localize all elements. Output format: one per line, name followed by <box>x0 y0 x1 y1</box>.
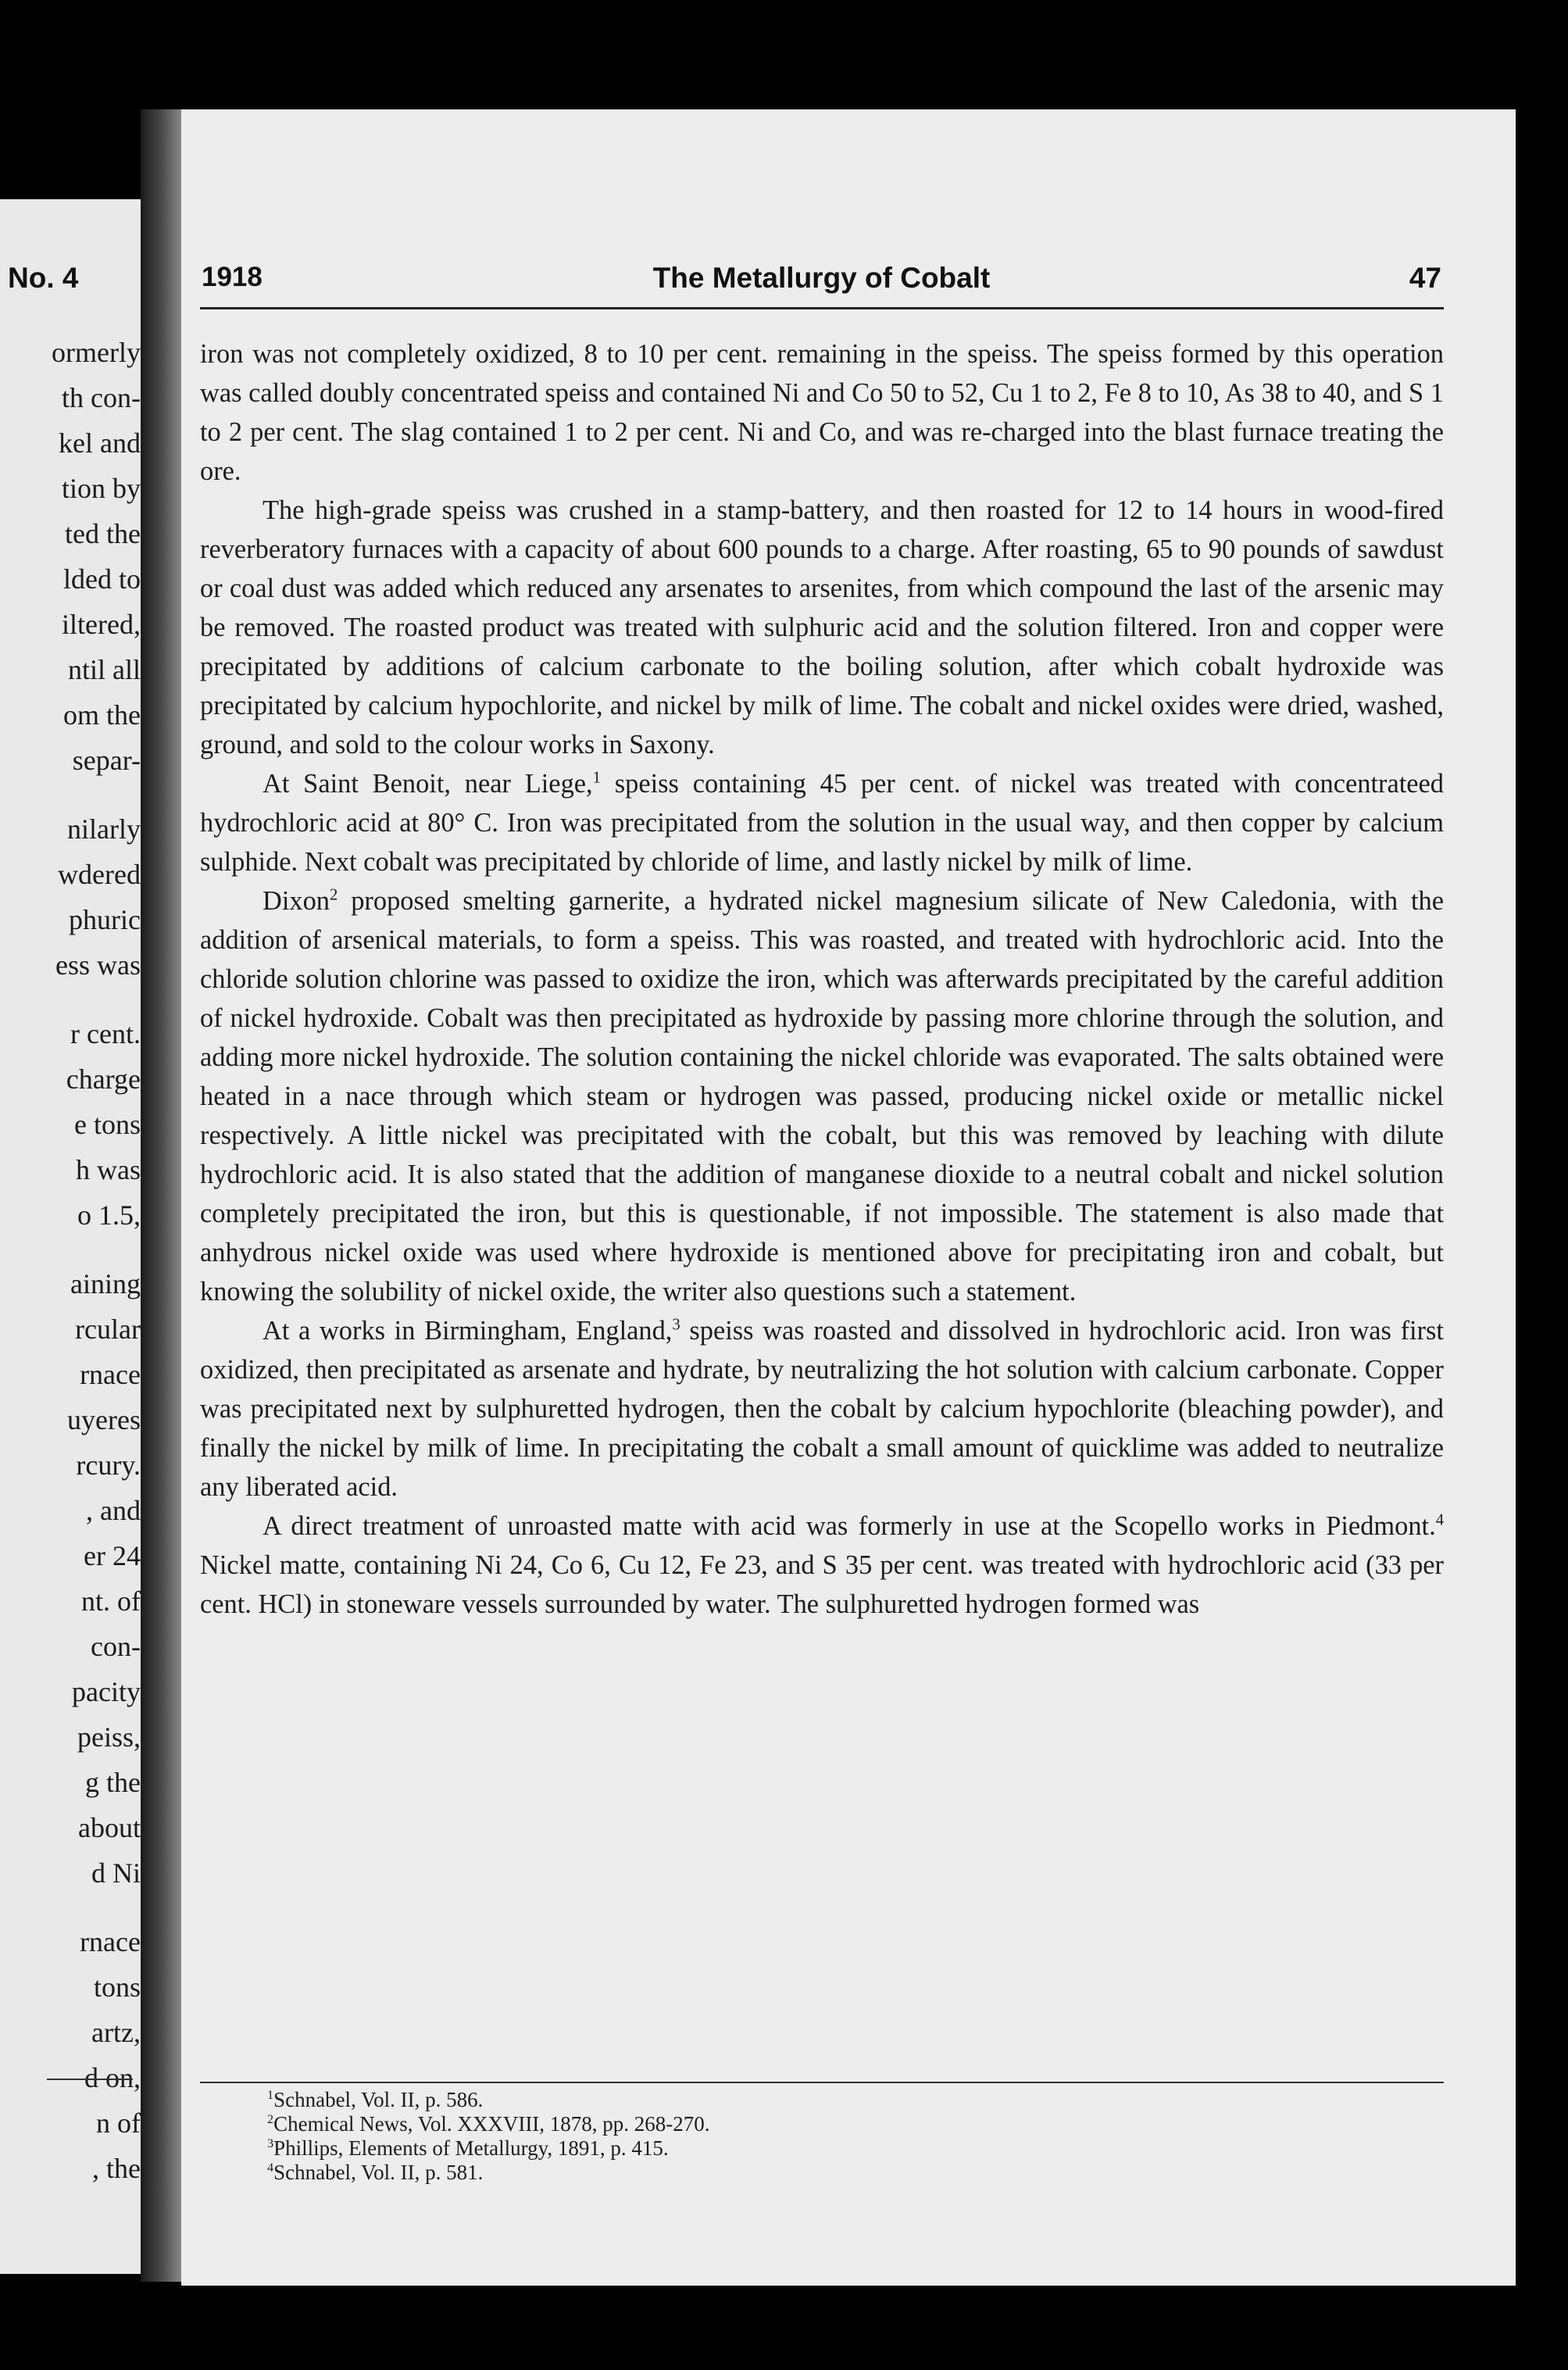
left-page-line: aining <box>70 1268 141 1299</box>
footnote: $^2$Chemical News, Vol. XXXVIII, 1878, pp. 268-270. <box>267 2112 710 2136</box>
left-page-line: er 24 <box>84 1540 141 1571</box>
left-page-line: rcury. <box>76 1450 141 1481</box>
footnote-ref: 3 <box>672 1316 680 1334</box>
left-page-line: phuric <box>69 904 141 935</box>
left-page-line: kel and <box>59 427 141 459</box>
book-spine <box>141 109 188 2282</box>
left-page-line: th con- <box>62 382 141 413</box>
paragraph: iron was not completely oxidized, 8 to 10 per cent. remaining in the speiss. The speiss formed by this operation was called doubly concentrated speiss and contained Ni and Co 50 to 52, Cu 1 to 2, Fe 8 to 10, As 38 to 40, and S 1 to 2 per cent. The slag contained 1 to 2 per cent. Ni and Co, and was re-charged into the blast furnace treating the ore. <box>200 339 1444 486</box>
left-page-line: about <box>78 1812 141 1843</box>
footnote: $^3$Phillips, Elements of Metallurgy, 1891, p. 415. <box>267 2136 669 2160</box>
footnote-rule <box>200 2082 1444 2083</box>
page-number: 47 <box>1409 262 1441 294</box>
left-page-line: pacity <box>72 1676 141 1707</box>
footnote-ref: 4 <box>1435 1511 1444 1529</box>
footnote-ref: 2 <box>329 886 338 904</box>
left-page-line: wdered <box>58 859 141 890</box>
left-page-line: tion by <box>61 473 141 504</box>
header-rule <box>200 307 1444 309</box>
left-page-line: charge <box>66 1063 141 1095</box>
body-text <box>200 334 1444 1624</box>
left-page-line: o 1.5, <box>77 1199 141 1231</box>
paragraph: The high-grade speiss was crushed in a stamp-battery, and then roasted for 12 to 14 hours in wood-fired reverberatory furnaces with a capacity of about 600 pounds to a charge. After roasting, 65 to 90 pounds of sawdust or coal dust was added which reduced any arsenates to arsenites, from which compound the last of the arsenic may be removed. The roasted product was treated with sulphuric acid and the solution filtered. Iron and copper were precipitated by additions of calcium carbonate to the boiling solution, after which cobalt hydroxide was precipitated by calcium hypochlorite, and nickel by milk of lime. The cobalt and nickel oxides were dried, washed, ground, and sold to the colour works in Saxony. <box>200 495 1444 760</box>
left-page-line: ntil all <box>68 654 141 685</box>
left-page-line: separ- <box>72 745 141 776</box>
left-page-line: rnace <box>80 1926 141 1957</box>
left-page-line: rnace <box>80 1359 141 1390</box>
paragraph: At Saint Benoit, near Liege,$^1$ speiss containing 45 per cent. of nickel was treated with concentrateed hydrochloric acid at 80° C. Iron was precipitated from the solution in the usual way, and then copper by calcium sulphide. Next cobalt was precipitated by chloride of lime, and lastly nickel by milk of lime. <box>200 769 1444 877</box>
left-page-line: tons <box>93 1971 141 2003</box>
footnotes <box>267 2088 710 2185</box>
running-header <box>202 262 1441 301</box>
left-page-line: ted the <box>65 518 141 549</box>
left-page-line: e tons <box>74 1109 141 1140</box>
left-page-footnote-rule <box>47 2079 133 2080</box>
left-page-line: uyeres <box>67 1404 141 1435</box>
left-page-line: nt. of <box>81 1585 141 1617</box>
left-page-line: ormerly <box>52 337 141 368</box>
left-page-line: d on, <box>84 2062 141 2093</box>
footnote: $^1$Schnabel, Vol. II, p. 586. <box>267 2088 484 2111</box>
left-page-line: artz, <box>91 2017 141 2048</box>
left-page-line: rcular <box>75 1314 141 1345</box>
footnote: $^4$Schnabel, Vol. II, p. 581. <box>267 2161 484 2184</box>
paragraph: At a works in Birmingham, England,$^3$ speiss was roasted and dissolved in hydrochloric acid. Iron was first oxidized, then precipitated as arsenate and hydrate, by neutralizing the hot solution with calcium carbonate. Copper was precipitated next by sulphuretted hydrogen, then the cobalt by calcium hypochlorite (bleaching powder), and finally the nickel by milk of lime. In precipitating the cobalt a small amount of quicklime was added to neutralize any liberated acid. <box>200 1316 1444 1502</box>
left-page-line: om the <box>63 699 141 731</box>
left-page-line: lded to <box>63 563 141 595</box>
right-page <box>181 109 1516 2286</box>
left-page-fragment <box>0 199 141 2274</box>
left-page-line: peiss, <box>77 1721 141 1753</box>
header-year: 1918 <box>202 262 263 292</box>
footnote-ref: 1 <box>592 769 601 787</box>
left-page-line: iltered, <box>62 609 141 640</box>
left-page-line: con- <box>91 1631 141 1662</box>
paragraph: Dixon$^2$ proposed smelting garnerite, a hydrated nickel magnesium silicate of New Caledonia, with the addition of arsenical materials, to form a speiss. This was roasted, and treated with hydrochloric acid. Into the chloride solution chlorine was passed to oxidize the iron, which was afterwards precipitated by the careful addition of nickel hydroxide. Cobalt was then precipitated as hydroxide by passing more chlorine through the solution, and adding more nickel hydroxide. The solution containing the nickel chloride was evaporated. The salts obtained were heated in a nace through which steam or hydrogen was passed, producing nickel oxide or metallic nickel respectively. A little nickel was precipitated with the cobalt, but this was removed by leaching with dilute hydrochloric acid. It is also stated that the addition of manganese dioxide to a neutral cobalt and nickel solution completely precipitated the iron, but this is questionable, if not impossible. The statement is also made that anhydrous nickel oxide was used where hydroxide is mentioned above for precipitating iron and cobalt, but knowing the solubility of nickel oxide, the writer also questions such a statement. <box>200 886 1444 1307</box>
left-page-line: , the <box>92 2153 141 2184</box>
left-page-line: h was <box>76 1154 141 1185</box>
left-page-line: d Ni <box>91 1857 141 1889</box>
left-page-line: , and <box>86 1495 141 1526</box>
paragraph: A direct treatment of unroasted matte with acid was formerly in use at the Scopello works in Piedmont.$^4$ Nickel matte, containing Ni 24, Co 6, Cu 12, Fe 23, and S 35 per cent. was treated with hydrochloric acid (33 per cent. HCl) in stoneware vessels surrounded by water. The sulphuretted hydrogen formed was <box>200 1511 1444 1619</box>
left-page-line: n of <box>96 2107 141 2139</box>
left-page-line: r cent. <box>70 1018 141 1049</box>
left-page-header: No. 4 <box>8 262 79 294</box>
left-page-line: nilarly <box>67 813 141 845</box>
header-title: The Metallurgy of Cobalt <box>652 262 991 294</box>
left-page-line: g the <box>85 1767 141 1798</box>
left-page-line: ess was <box>55 949 141 981</box>
